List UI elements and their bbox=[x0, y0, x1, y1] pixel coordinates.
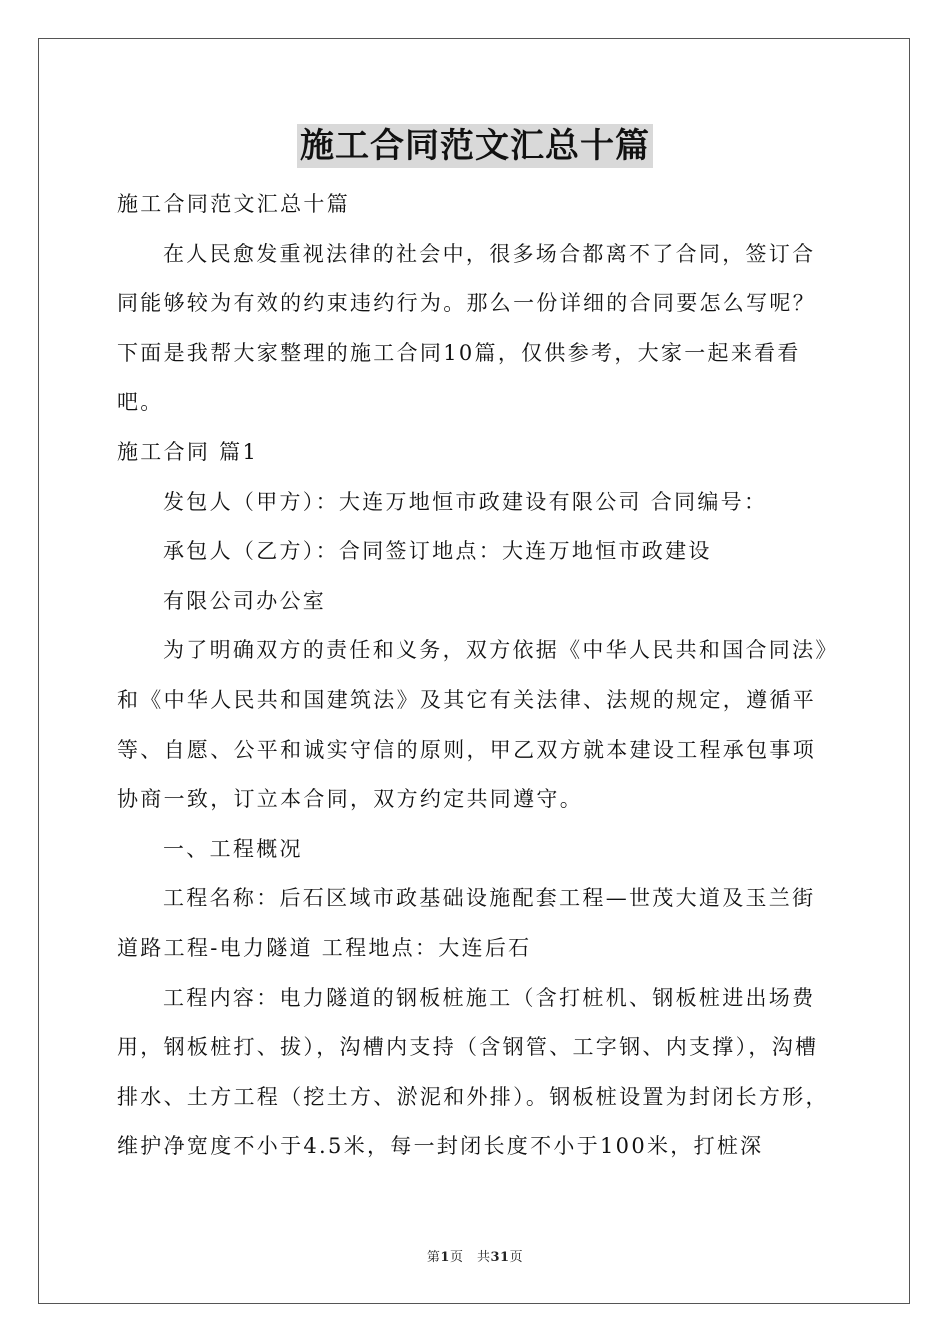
section-heading: 一、工程概况 bbox=[163, 836, 303, 861]
footer-prefix: 第 bbox=[426, 1250, 441, 1265]
paragraph: 在人民愈发重视法律的社会中，很多场合都离不了合同，签订合同能够较为有效的约束违约行为。那么一份详细的合同要怎么写呢？下面是我帮大家整理的施工合同10篇，仅供参考，大家一起来看看吧。 bbox=[117, 241, 816, 415]
document-title: 施工合同范文汇总十篇 bbox=[297, 124, 653, 168]
document-body bbox=[117, 180, 833, 1172]
paragraph: 工程名称：后石区域市政基础设施配套工程—世茂大道及玉兰街道路工程-电力隧道 工程地点：大连后石 bbox=[117, 886, 816, 960]
footer-page-current: 1 bbox=[440, 1250, 450, 1265]
title-container bbox=[0, 124, 950, 168]
paragraph: 有限公司办公室 bbox=[163, 588, 327, 613]
page-footer bbox=[0, 1246, 950, 1265]
paragraph: 承包人（乙方）：合同签订地点：大连万地恒市政建设 bbox=[163, 539, 712, 564]
paragraph: 工程内容：电力隧道的钢板桩施工（含打桩机、钢板桩进出场费用，钢板桩打、拔），沟槽内支持（含钢管、工字钢、内支撑），沟槽排水、土方工程（挖土方、淤泥和外排）。钢板桩设置为封闭长方形，维护净宽度不小于4.5米，每一封闭长度不小于100米，打桩深 bbox=[117, 985, 829, 1159]
paragraph: 发包人（甲方）：大连万地恒市政建设有限公司 合同编号： bbox=[163, 489, 768, 514]
footer-mid: 页 共 bbox=[449, 1250, 491, 1265]
paragraph: 施工合同范文汇总十篇 bbox=[117, 192, 350, 216]
footer-suffix: 页 bbox=[509, 1250, 524, 1265]
footer-page-total: 31 bbox=[490, 1250, 510, 1265]
section-heading: 施工合同 篇1 bbox=[117, 439, 259, 464]
paragraph: 为了明确双方的责任和义务，双方依据《中华人民共和国合同法》和《中华人民共和国建筑法》及其它有关法律、法规的规定，遵循平等、自愿、公平和诚实守信的原则，甲乙双方就本建设工程承包事项协商一致，订立本合同，双方约定共同遵守。 bbox=[117, 638, 829, 812]
